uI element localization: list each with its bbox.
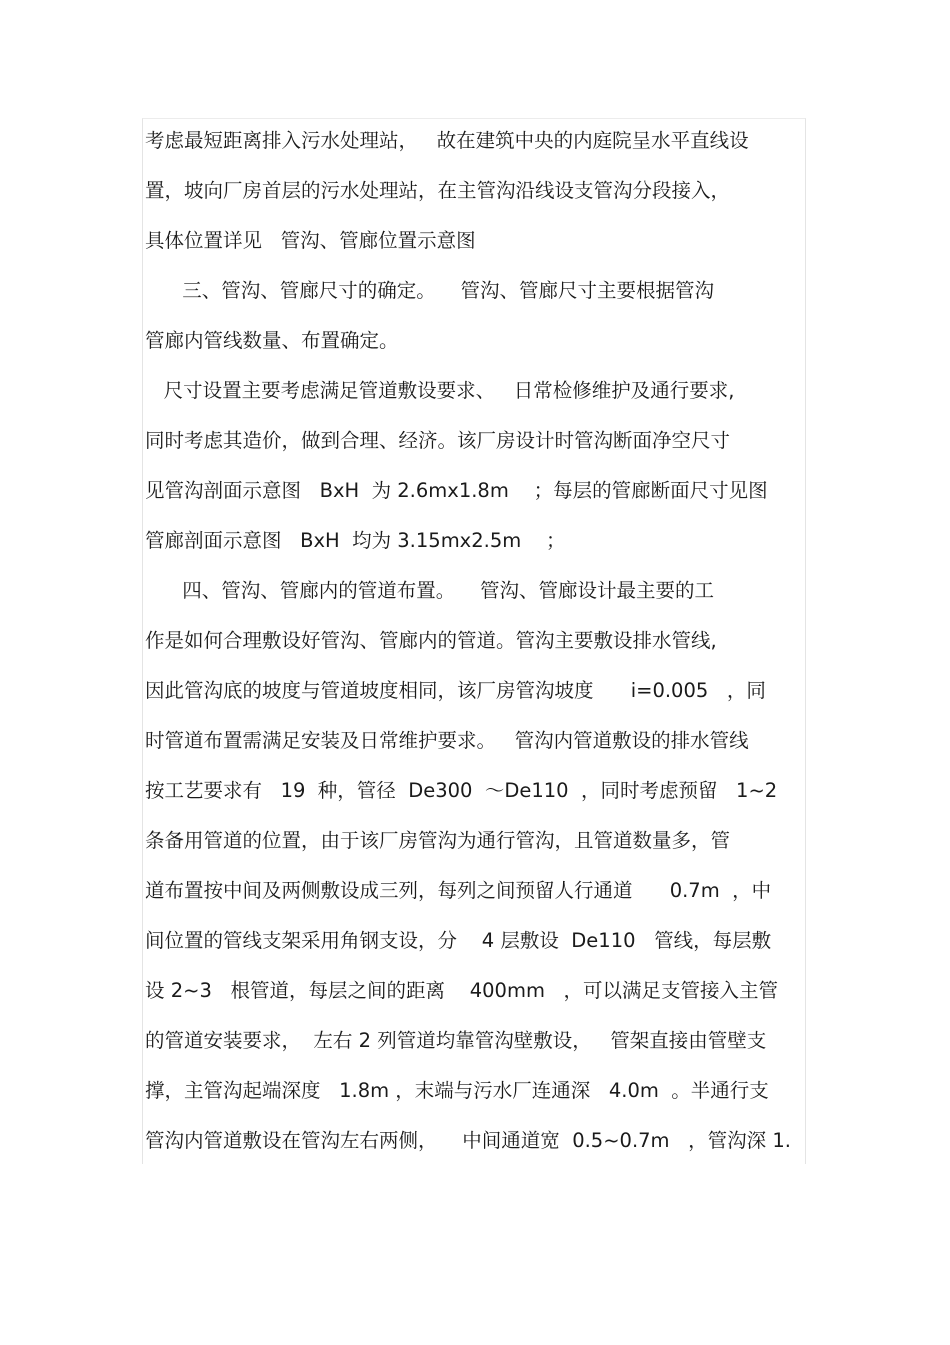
text-line: 管沟内管道敷设在管沟左右两侧， 中间通道宽 0.5~0.7m ，管沟深 1.	[145, 1129, 791, 1152]
text-line: 尺寸设置主要考虑满足管道敷设要求、 日常检修维护及通行要求,	[145, 379, 735, 402]
text-line: 撑，主管沟起端深度 1.8m ，末端与污水厂连通深 4.0m 。半通行支	[145, 1079, 769, 1102]
text-line: 按工艺要求有 19 种，管径 De300 ～De110 ，同时考虑预留 1~2	[145, 779, 778, 802]
text-line: 见管沟剖面示意图 BxH 为 2.6mx1.8m ；每层的管廊断面尺寸见图	[145, 479, 768, 502]
text-line: 作是如何合理敷设好管沟、管廊内的管道。管沟主要敷设排水管线,	[145, 629, 717, 652]
section-heading-line: 四、管沟、管廊内的管道布置。 管沟、管廊设计最主要的工	[145, 579, 714, 602]
text-line: 条备用管道的位置，由于该厂房管沟为通行管沟，且管道数量多，管	[145, 829, 731, 852]
text-line: 因此管沟底的坡度与管道坡度相同，该厂房管沟坡度 i=0.005 ，同	[145, 679, 766, 702]
text-line: 时管道布置需满足安装及日常维护要求。 管沟内管道敷设的排水管线	[145, 729, 749, 752]
section-heading-line: 三、管沟、管廊尺寸的确定。 管沟、管廊尺寸主要根据管沟	[145, 279, 714, 302]
text-line: 的管道安装要求， 左右 2 列管道均靠管沟壁敷设， 管架直接由管壁支	[145, 1029, 767, 1052]
text-line: 置，坡向厂房首层的污水处理站，在主管沟沿线设支管沟分段接入，	[145, 179, 731, 202]
text-line: 同时考虑其造价，做到合理、经济。该厂房设计时管沟断面净空尺寸	[145, 429, 731, 452]
text-line: 管廊内管线数量、布置确定。	[145, 329, 399, 352]
text-line: 具体位置详见 管沟、管廊位置示意图	[145, 229, 476, 252]
text-line: 间位置的管线支架采用角钢支设，分 4 层敷设 De110 管线，每层敷	[145, 929, 772, 952]
text-line: 道布置按中间及两侧敷设成三列，每列之间预留人行通道 0.7m ，中	[145, 879, 772, 902]
text-line: 考虑最短距离排入污水处理站， 故在建筑中央的内庭院呈水平直线设	[145, 129, 749, 152]
text-line: 设 2~3 根管道，每层之间的距离 400mm ，可以满足支管接入主管	[145, 979, 779, 1002]
text-line: 管廊剖面示意图 BxH 均为 3.15mx2.5m ；	[145, 529, 566, 552]
